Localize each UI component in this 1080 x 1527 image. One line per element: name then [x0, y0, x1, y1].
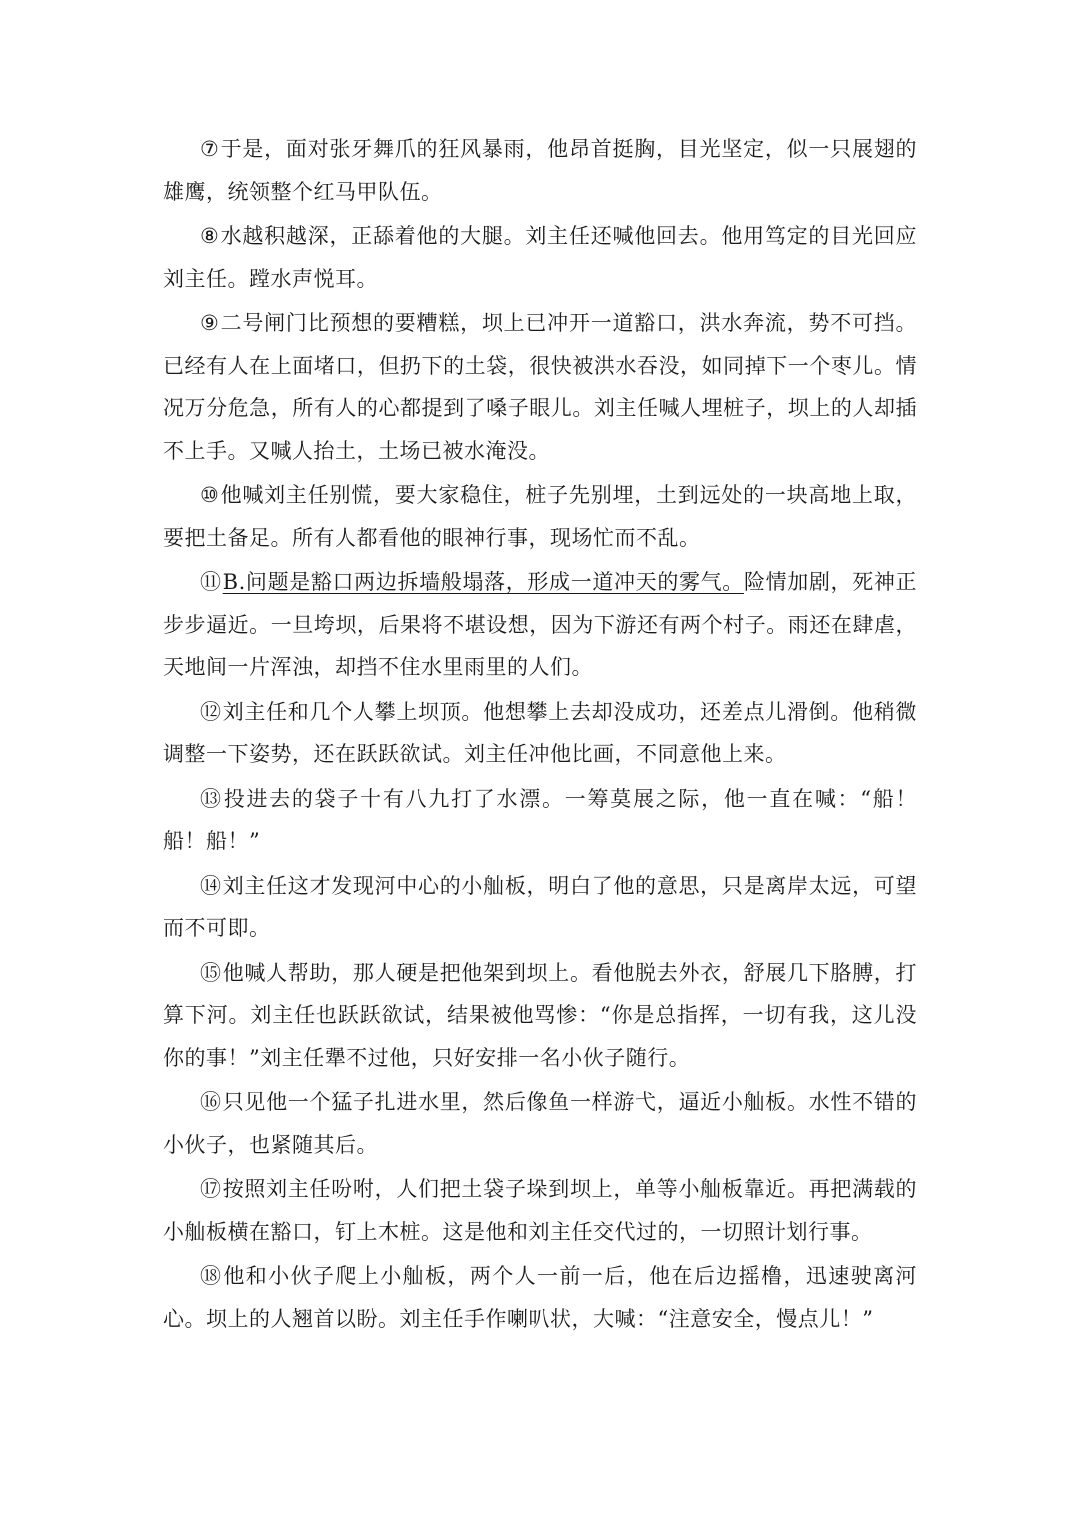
paragraph-10: [163, 474, 917, 559]
paragraph-14: [163, 865, 917, 950]
paragraph-text: 水越积越深，正舔着他的大腿。刘主任还喊他回去。他用笃定的目光回应刘主任。蹚水声悦耳。: [163, 224, 918, 291]
paragraph-9: [163, 302, 917, 472]
paragraph-text: 他喊刘主任别慌，要大家稳住，桩子先别埋，土到远处的一块高地上取，要把土备足。所有人都看他的眼神行事，现场忙而不乱。: [163, 483, 918, 550]
paragraph-text: 他喊人帮助，那人硬是把他架到坝上。看他脱去外衣，舒展几下胳膊，打算下河。刘主任也跃跃欲试，结果被他骂惨：“你是总指挥，一切有我，这儿没你的事！”刘主任犟不过他，只好安排一名小伙子随行。: [163, 960, 917, 1070]
paragraph-number: ⑮: [200, 960, 222, 985]
paragraph-17: [163, 1168, 917, 1253]
underlined-sentence-b: B.问题是豁口两边拆墙般塌落，形成一道冲天的雾气。: [222, 570, 744, 594]
paragraph-text: 他和小伙子爬上小舢板，两个人一前一后，他在后边摇橹，迅速驶离河心。坝上的人翘首以盼。刘主任手作喇叭状，大喊：“注意安全，慢点儿！”: [163, 1264, 918, 1331]
paragraph-11: [163, 561, 917, 689]
paragraph-number: ⑧: [200, 224, 220, 248]
paragraph-text: 刘主任和几个人攀上坝顶。他想攀上去却没成功，还差点儿滑倒。他稍微调整一下姿势，还在跃跃欲试。刘主任冲他比画，不同意他上来。: [163, 699, 917, 766]
paragraph-number: ⑩: [200, 483, 220, 507]
paragraph-number: ⑰: [200, 1177, 222, 1201]
paragraph-12: [163, 691, 917, 776]
paragraph-text: 只见他一个猛子扎进水里，然后像鱼一样游弋，逼近小舢板。水性不错的小伙子，也紧随其后。: [163, 1090, 917, 1157]
passage-body: [163, 128, 917, 1342]
paragraph-number: ⑬: [200, 786, 223, 811]
paragraph-15: [163, 952, 917, 1080]
paragraph-16: [163, 1081, 917, 1166]
paragraph-number: ⑱: [200, 1264, 223, 1288]
paragraph-7: [163, 128, 917, 213]
paragraph-text: 二号闸门比预想的要糟糕，坝上已冲开一道豁口，洪水奔流，势不可挡。已经有人在上面堵口，但扔下的土袋，很快被洪水吞没，如同掉下一个枣儿。情况万分危急，所有人的心都提到了嗓子眼儿。刘主任喊人埋桩子，坝上的人却插不上手。又喊人抬土，土场已被水淹没。: [163, 311, 918, 463]
paragraph-18: [163, 1255, 917, 1340]
paragraph-number: ⑭: [200, 873, 222, 898]
paragraph-text: 刘主任这才发现河中心的小舢板，明白了他的意思，只是离岸太远，可望而不可即。: [163, 873, 917, 940]
paragraph-13: [163, 778, 917, 863]
paragraph-number: ⑯: [200, 1090, 222, 1114]
paragraph-text: 险情加剧，死神正步步逼近。一旦垮坝，后果将不堪设想，因为下游还有两个村子。雨还在肆虐，天地间一片浑浊，却挡不住水里雨里的人们。: [163, 570, 918, 679]
paragraph-8: [163, 215, 917, 300]
paragraph-number: ⑪: [200, 570, 222, 594]
paragraph-number: ⑦: [200, 137, 220, 161]
paragraph-text: 于是，面对张牙舞爪的狂风暴雨，他昂首挺胸，目光坚定，似一只展翅的雄鹰，统领整个红马甲队伍。: [163, 137, 918, 204]
paragraph-number: ⑫: [200, 699, 222, 724]
paragraph-text: 按照刘主任吩咐，人们把土袋子垛到坝上，单等小舢板靠近。再把满载的小舢板横在豁口，钉上木桩。这是他和刘主任交代过的，一切照计划行事。: [163, 1177, 917, 1244]
paragraph-text: 投进去的袋子十有八九打了水漂。一筹莫展之际，他一直在喊：“船！船！船！”: [163, 786, 917, 853]
paragraph-number: ⑨: [200, 311, 220, 335]
